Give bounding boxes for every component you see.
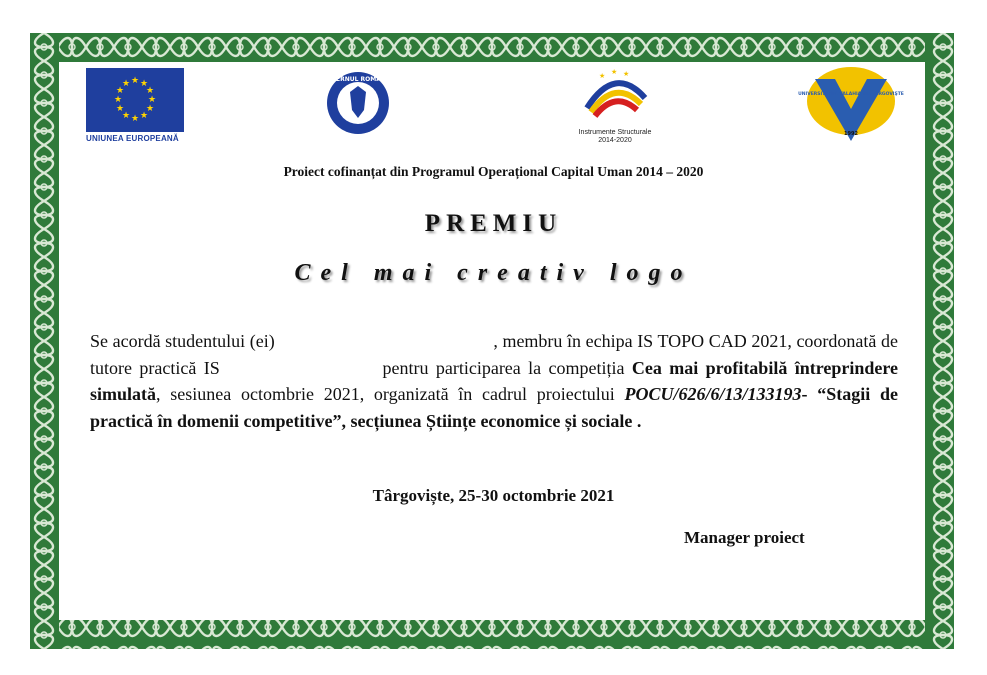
svg-text:★: ★ [611, 68, 618, 76]
romanian-government-logo [322, 70, 394, 136]
competition-name: Cea mai profitabilă întreprindere simulată [90, 357, 899, 404]
svg-text:★: ★ [115, 86, 125, 96]
body-part-2: , membru în echipa IS TOPO CAD 2021, coordonată de tutore practică IS [90, 331, 898, 378]
svg-text:★: ★ [599, 72, 606, 80]
svg-text:★: ★ [145, 104, 155, 114]
structural-instruments-icon [565, 68, 665, 124]
structural-caption-2: 2014-2020 [598, 137, 632, 144]
body-part-1: Se acordă studentului (ei) [90, 331, 275, 351]
svg-text:★: ★ [147, 95, 157, 105]
eu-flag-icon [86, 68, 184, 132]
svg-text:★: ★ [139, 111, 149, 121]
svg-text:★: ★ [130, 114, 140, 124]
eu-logo [86, 68, 186, 143]
svg-text:★: ★ [121, 111, 131, 121]
award-title: PREMIU [424, 210, 563, 237]
svg-text:★: ★ [130, 76, 140, 86]
body-part-3: pentru participarea la competiția [382, 357, 625, 378]
svg-text:★: ★ [145, 86, 155, 96]
svg-text:★: ★ [139, 79, 149, 89]
award-subtitle: Cel mai creativ logo [294, 260, 693, 286]
body-part-5: , sesiunea octombrie 2021, organizată în cadrul proiectului [156, 384, 615, 404]
svg-text:★: ★ [121, 79, 131, 89]
svg-text:★: ★ [113, 95, 123, 105]
place-and-date: Târgoviște, 25-30 octombrie 2021 [372, 486, 615, 505]
svg-text:★: ★ [115, 104, 125, 114]
valahia-university-logo [798, 65, 904, 145]
university-year: 1992 [844, 131, 858, 137]
structural-caption-1: Instrumente Structurale [578, 129, 652, 136]
project-title-section: - “Stagii de practică în domenii competitive”, secțiunea Științe economice și sociale . [90, 384, 898, 431]
svg-text:★: ★ [623, 70, 630, 78]
manager-signature-label: Manager proiect [684, 528, 805, 547]
project-cofinancing-line: Proiect cofinanțat din Programul Operațional Capital Uman 2014 – 2020 [283, 164, 704, 179]
award-body [90, 328, 898, 434]
structural-instruments-logo [565, 68, 665, 146]
eu-caption: UNIUNEA EUROPEANĂ [86, 134, 179, 143]
university-name: UNIVERSITATEA VALAHIA din TÂRGOVIŞTE [798, 92, 904, 97]
gov-logo-text: GUVERNUL ROMÂNIEI [321, 76, 395, 83]
project-code: POCU/626/6/13/133193 [624, 384, 802, 404]
